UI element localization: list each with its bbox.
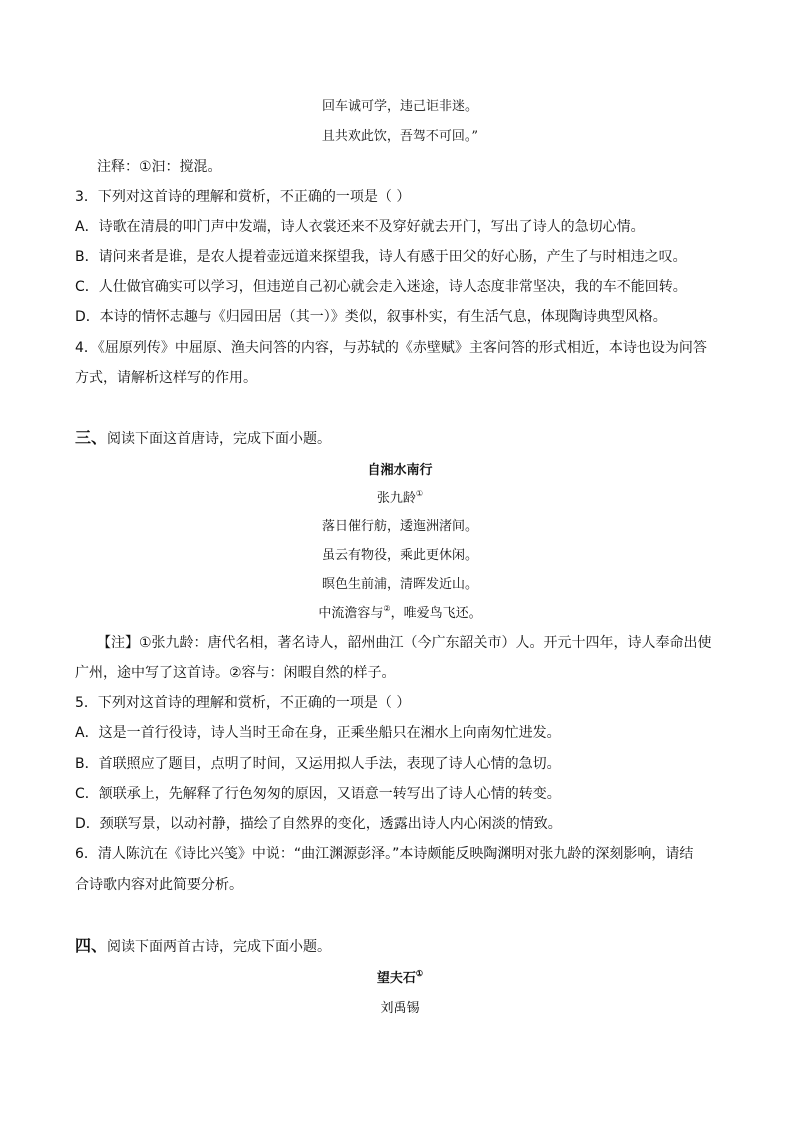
poem-author: 刘禹锡 <box>380 1001 420 1016</box>
poem-title <box>0 970 800 988</box>
poem-line: 回车诚可学，违己讵非迷。 <box>321 99 478 114</box>
question-5-option-d: D．颈联写景，以动衬静，描绘了自然界的变化，透露出诗人内心闲淡的情致。 <box>75 816 562 832</box>
footnote-marker: ① <box>415 489 424 498</box>
question-6-line: 合诗歌内容对此简要分析。 <box>75 877 243 893</box>
question-3-stem: 3．下列对这首诗的理解和赏析，不正确的一项是（ ） <box>75 189 411 205</box>
question-5-stem: 5．下列对这首诗的理解和赏析，不正确的一项是（ ） <box>75 695 411 711</box>
question-6-line: 6．清人陈沆在《诗比兴笺》中说：“曲江渊源彭泽。”本诗颇能反映陶渊明对张九龄的深刻影响，请结 <box>75 846 694 862</box>
section-4-heading <box>75 937 331 956</box>
question-3-option-c: C．人仕做官确实可以学习，但违逆自己初心就会走入迷途，诗人态度非常坚决，我的车不能回转。 <box>75 279 687 295</box>
poem-line-part: ，唯爱鸟飞还。 <box>390 606 482 621</box>
annotation-note: 注释：①汩：搅混。 <box>97 159 222 175</box>
question-4-line: 方式，请解析这样写的作用。 <box>75 370 257 386</box>
poem-line: 落日催行舫，逶迤洲渚间。 <box>321 519 478 534</box>
question-3-option-a: A．诗歌在清晨的叩门声中发端，诗人衣裳还来不及穿好就去开门，写出了诗人的急切心情。 <box>75 219 645 235</box>
poem-line: 且共欢此饮，吾驾不可回。” <box>321 129 479 144</box>
poem-line <box>0 605 800 623</box>
question-5-option-a: A．这是一首行役诗，诗人当时王命在身，正乘坐船只在湘水上向南匆忙进发。 <box>75 725 561 741</box>
poem-title-text: 望夫石 <box>376 971 416 986</box>
poem-author <box>0 490 800 508</box>
question-5-option-b: B．首联照应了题目，点明了时间，又运用拟人手法，表现了诗人心情的急切。 <box>75 756 561 772</box>
section-number: 三、 <box>75 428 108 447</box>
author-name: 张九龄 <box>376 491 416 506</box>
footnote-marker: ② <box>383 604 391 613</box>
poem-line: 暝色生前浦，清晖发近山。 <box>321 577 478 592</box>
section-instruction: 阅读下面这首唐诗，完成下面小题。 <box>107 431 332 447</box>
question-4-line: 4．《屈原列传》中屈原、渔夫问答的内容，与苏轼的《赤壁赋》主客问答的形式相近，本诗也设为问答 <box>75 340 707 356</box>
question-3-option-b: B．请问来者是谁，是农人提着壶远道来探望我，诗人有感于田父的好心肠，产生了与时相违之叹。 <box>75 249 687 265</box>
section-3-heading <box>75 429 331 448</box>
question-5-option-c: C．颔联承上，先解释了行色匆匆的原因，又语意一转写出了诗人心情的转变。 <box>75 786 561 802</box>
section-instruction: 阅读下面两首古诗，完成下面小题。 <box>107 939 332 955</box>
poem-line-part: 中流澹容与 <box>318 606 384 621</box>
poem-note-line: 广州，途中写了这首诗。②容与：闲暇自然的样子。 <box>75 665 396 681</box>
question-3-option-d: D．本诗的情怀志趣与《归园田居（其一）》类似，叙事朴实，有生活气息，体现陶诗典型风格。 <box>75 309 667 325</box>
poem-line: 虽云有物役，乘此更休闲。 <box>321 548 478 563</box>
section-number: 四、 <box>75 936 108 955</box>
poem-title: 自湘水南行 <box>367 463 433 478</box>
poem-note-line: 【注】①张九龄：唐代名相，著名诗人，韶州曲江（今广东韶关市）人。开元十四年，诗人奉命出使 <box>97 635 712 651</box>
footnote-marker: ① <box>415 968 424 978</box>
